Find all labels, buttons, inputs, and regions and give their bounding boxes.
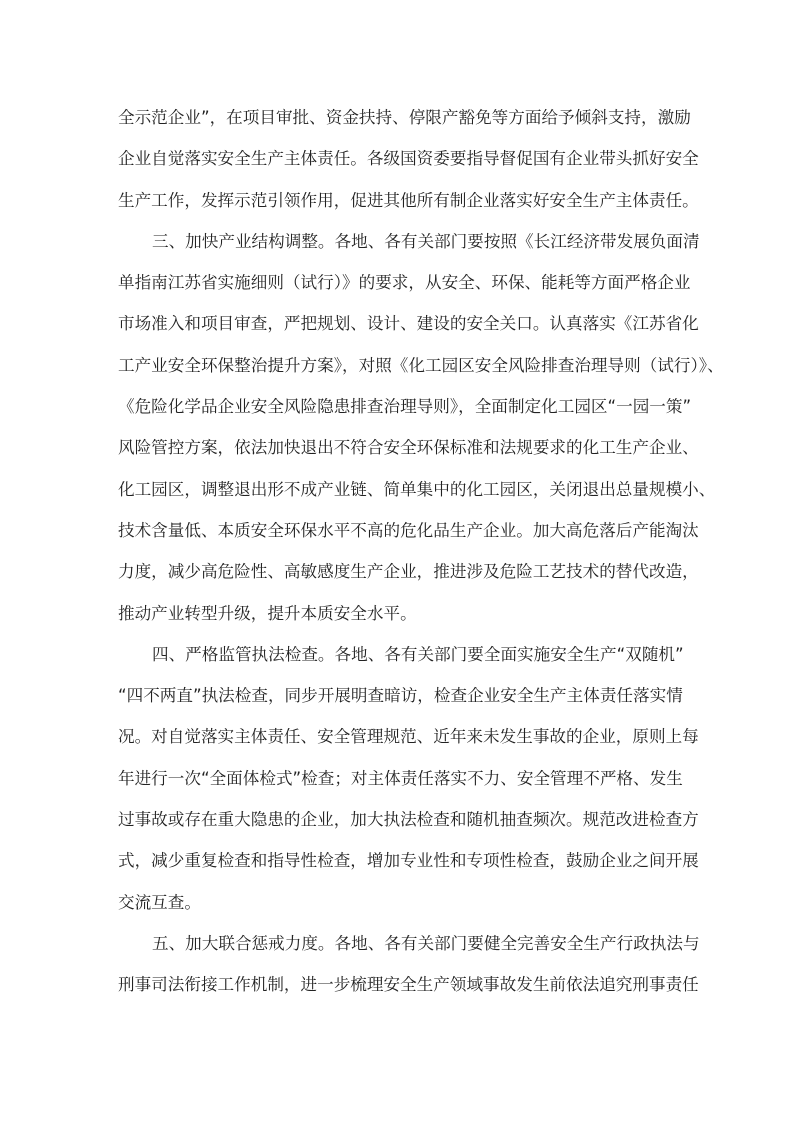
section-3-heading-line: 三、加快产业结构调整。各地、各有关部门要按照《长江经济带发展负面清 bbox=[152, 231, 700, 251]
text-line: 生产工作，发挥示范引领作用，促进其他所有制企业落实好安全生产主体责任。 bbox=[118, 190, 699, 210]
text-line: 《危险化学品企业安全风险隐患排查治理导则》，全面制定化工园区“一园一策” bbox=[118, 397, 692, 417]
text-line: 化工园区，调整退出形不成产业链、简单集中的化工园区，关闭退出总量规模小、 bbox=[118, 479, 716, 499]
text-line: 风险管控方案，依法加快退出不符合安全环保标准和法规要求的化工生产企业、 bbox=[118, 438, 699, 458]
text-line: 企业自觉落实安全生产主体责任。各级国资委要指导督促国有企业带头抓好安全 bbox=[118, 149, 699, 169]
text-line: 过事故或存在重大隐患的企业，加大执法检查和随机抽查频次。规范改进检查方 bbox=[118, 810, 699, 830]
text-line: 技术含量低、本质安全环保水平不高的危化品生产企业。加大高危落后产能淘汰 bbox=[118, 520, 699, 540]
text-line: “四不两直”执法检查，同步开展明查暗访，检查企业安全生产主体责任落实情 bbox=[118, 686, 683, 706]
text-line: 单指南江苏省实施细则（试行）》的要求，从安全、环保、能耗等方面严格企业 bbox=[118, 273, 691, 293]
text-line: 推动产业转型升级，提升本质安全水平。 bbox=[118, 603, 417, 623]
text-line: 年进行一次“全面体检式”检查；对主体责任落实不力、安全管理不严格、发生 bbox=[118, 768, 683, 788]
text-line: 刑事司法衔接工作机制，进一步梳理安全生产领域事故发生前依法追究刑事责任 bbox=[118, 975, 699, 995]
text-line: 交流互查。 bbox=[118, 892, 201, 912]
text-line: 况。对自觉落实主体责任、安全管理规范、近年来未发生事故的企业，原则上每 bbox=[118, 727, 699, 747]
section-5-heading-line: 五、加大联合惩戒力度。各地、各有关部门要健全完善安全生产行政执法与 bbox=[152, 933, 700, 953]
document-body bbox=[118, 106, 724, 1015]
section-4-heading-line: 四、严格监管执法检查。各地、各有关部门要全面实施安全生产“双随机” bbox=[152, 644, 684, 664]
text-line: 工产业安全环保整治提升方案》，对照《化工园区安全风险排查治理导则（试行）》、 bbox=[118, 355, 724, 375]
text-line: 全示范企业”，在项目审批、资金扶持、停限产豁免等方面给予倾斜支持，激励 bbox=[118, 108, 691, 127]
text-line: 式，减少重复检查和指导性检查，增加专业性和专项性检查，鼓励企业之间开展 bbox=[118, 851, 699, 871]
text-line: 市场准入和项目审查，严把规划、设计、建设的安全关口。认真落实《江苏省化 bbox=[118, 314, 699, 334]
text-line: 力度，减少高危险性、高敏感度生产企业，推进涉及危险工艺技术的替代改造， bbox=[118, 562, 699, 582]
